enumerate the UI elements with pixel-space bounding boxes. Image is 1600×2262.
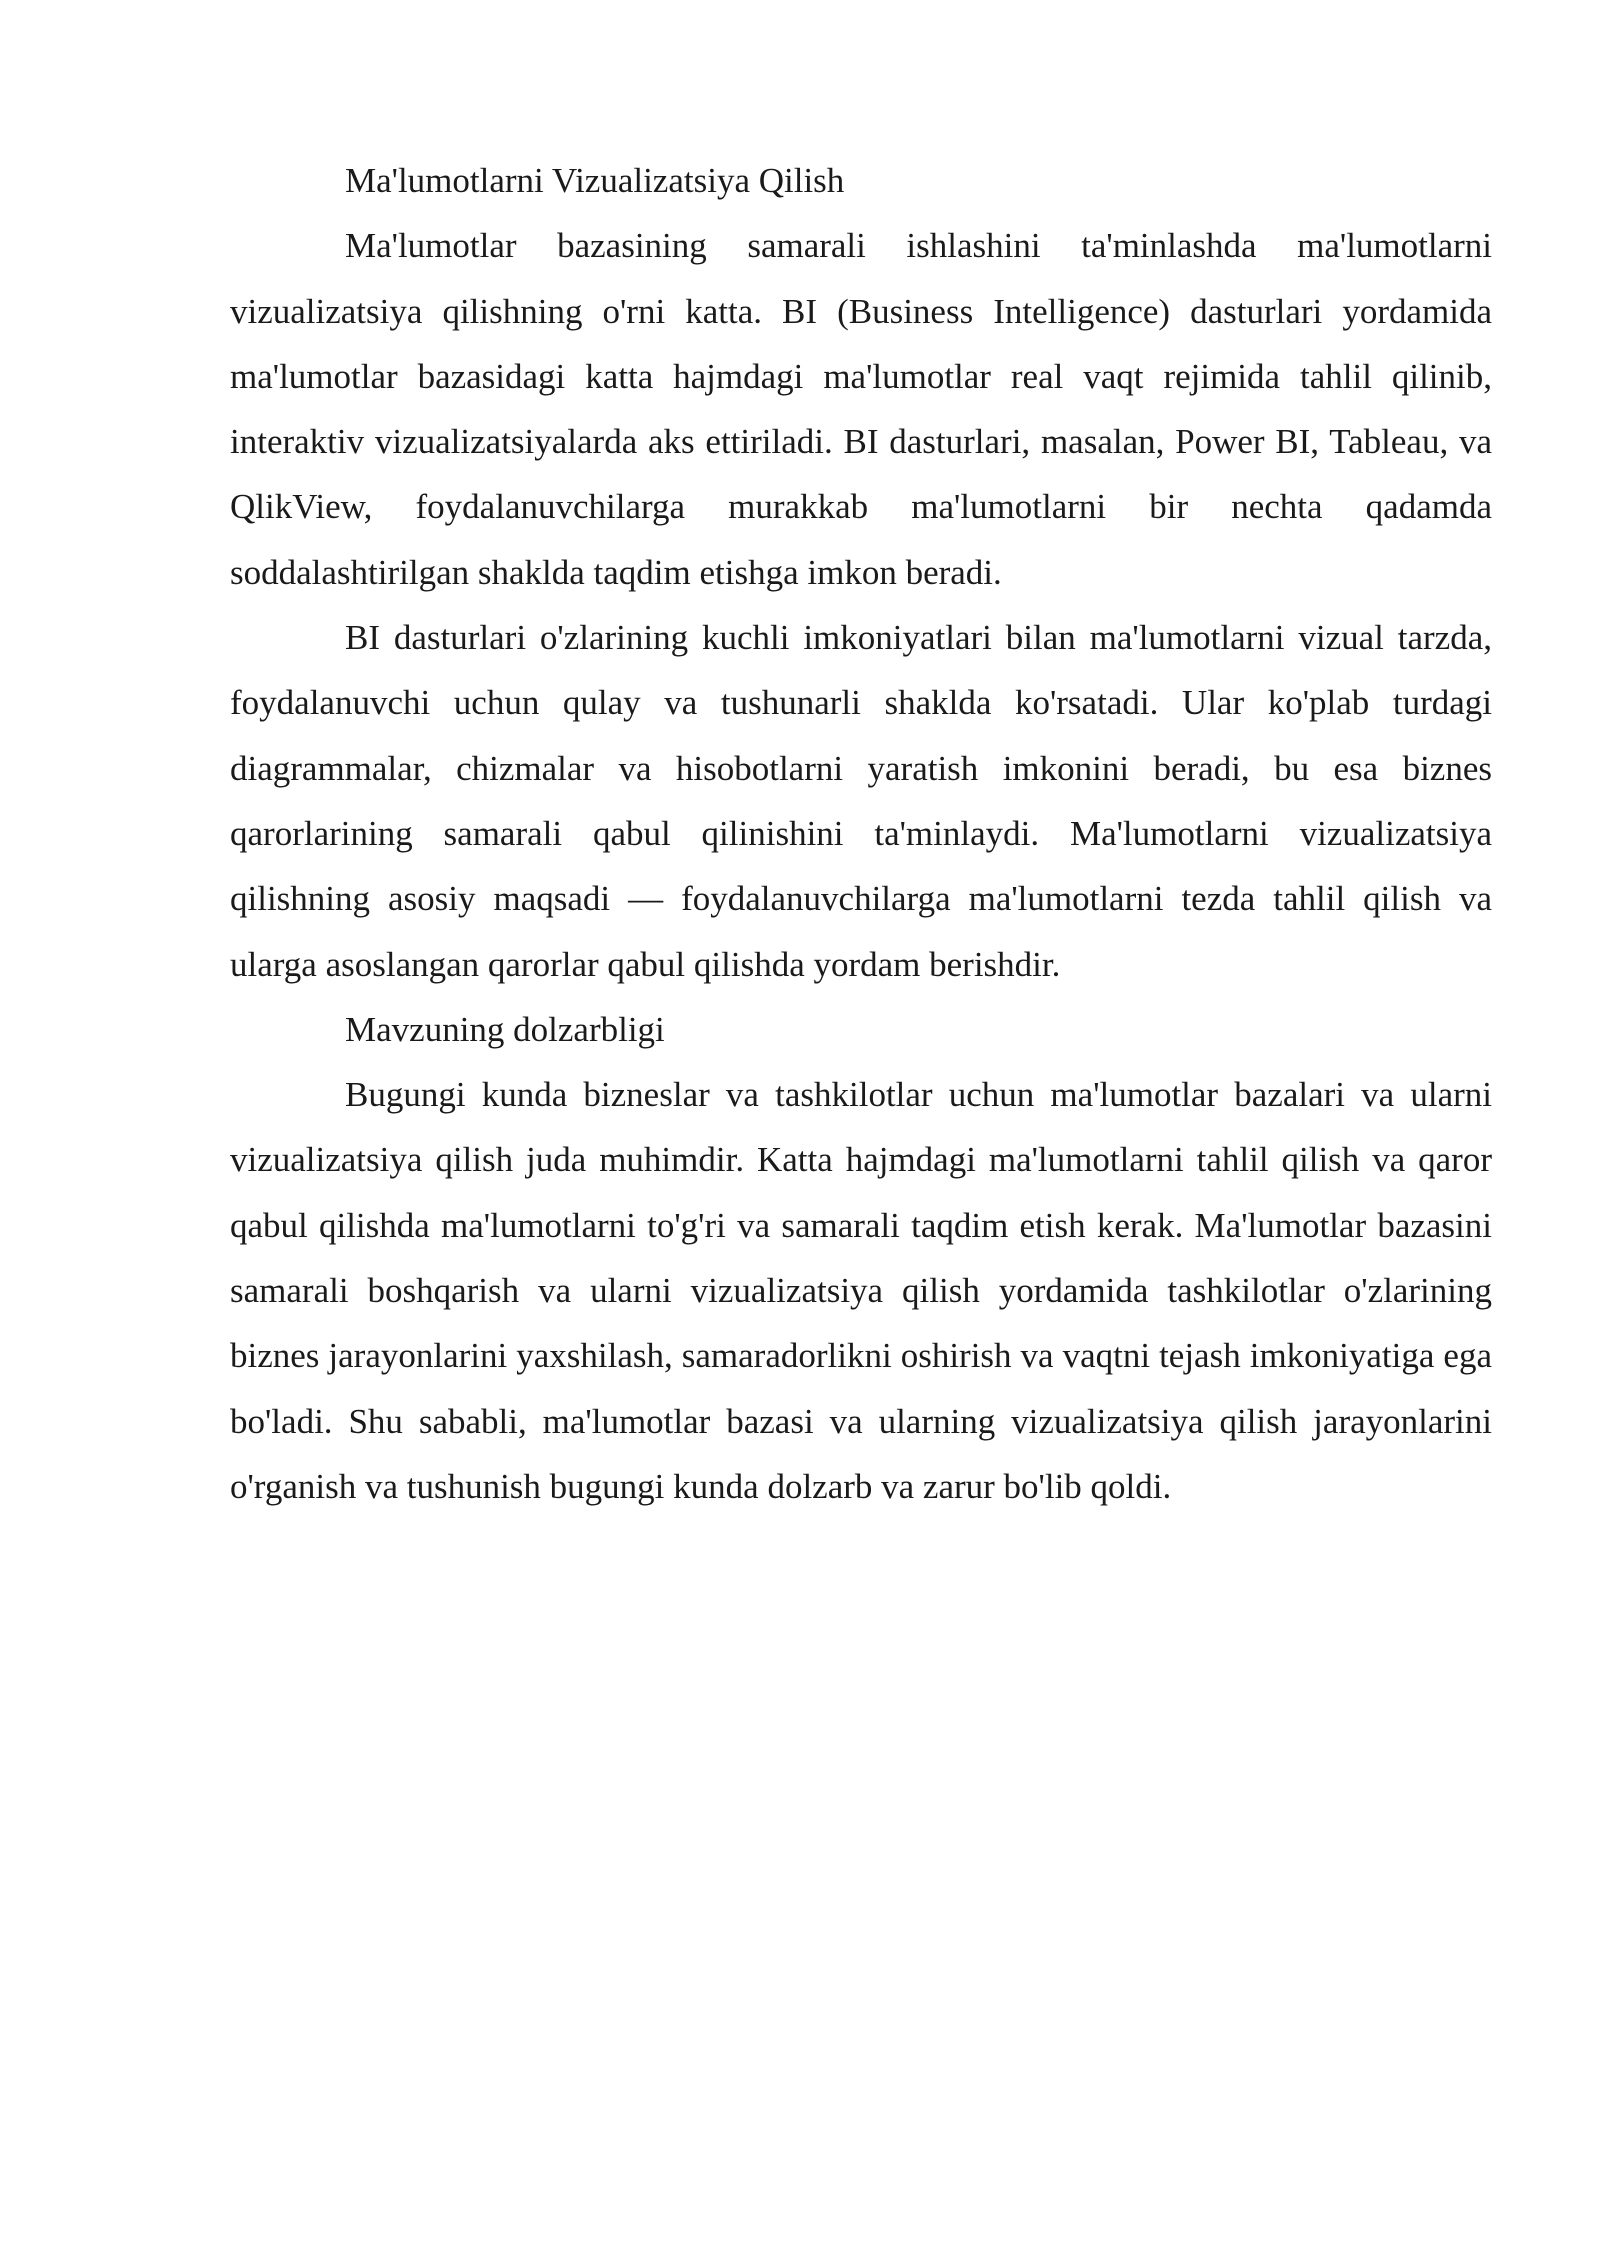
section-heading-relevance: Mavzuning dolzarbligi xyxy=(345,1009,665,1049)
paragraph-bi-intro: Ma'lumotlar bazasining samarali ishlashini ta'minlashda ma'lumotlarni vizualizatsiya qilishning o'rni katta. BI (Business Intelligence) dasturlari yordamida ma'lumotlar bazasidagi katta hajmdagi ma'lumotlar real vaqt rejimida tahlil qilinib, interaktiv vizualizatsiyalarda aks ettiriladi. BI dasturlari, masalan, Power BI, Tableau, va QlikView, foydalanuvchilarga murakkab ma'lumotlarni bir nechta qadamda soddalashtirilgan shaklda taqdim etishga imkon beradi. xyxy=(230,226,1492,592)
paragraph-relevance: Bugungi kunda bizneslar va tashkilotlar uchun ma'lumotlar bazalari va ularni vizualizatsiya qilish juda muhimdir. Katta hajmdagi ma'lumotlarni tahlil qilish va qaror qabul qilishda ma'lumotlarni to'g'ri va samarali taqdim etish kerak. Ma'lumotlar bazasini samarali boshqarish va ularni vizualizatsiya qilish yordamida tashkilotlar o'zlarining biznes jarayonlarini yaxshilash, samaradorlikni oshirish va vaqtni tejash imkoniyatiga ega bo'ladi. Shu sababli, ma'lumotlar bazasi va ularning vizualizatsiya qilish jarayonlarini o'rganish va tushunish bugungi kunda dolzarb va zarur bo'lib qoldi. xyxy=(230,1075,1492,1506)
document-body xyxy=(230,148,1492,1519)
section-heading-visualization: Ma'lumotlarni Vizualizatsiya Qilish xyxy=(345,161,845,200)
paragraph-bi-capabilities: BI dasturlari o'zlarining kuchli imkoniyatlari bilan ma'lumotlarni vizual tarzda, foydalanuvchi uchun qulay va tushunarli shaklda ko'rsatadi. Ular ko'plab turdagi diagrammalar, chizmalar va hisobotlarni yaratish imkonini beradi, bu esa biznes qarorlarining samarali qabul qilinishini ta'minlaydi. Ma'lumotlarni vizualizatsiya qilishning asosiy maqsadi — foydalanuvchilarga ma'lumotlarni tezda tahlil qilish va ularga asoslangan qarorlar qabul qilishda yordam berishdir. xyxy=(230,618,1492,984)
